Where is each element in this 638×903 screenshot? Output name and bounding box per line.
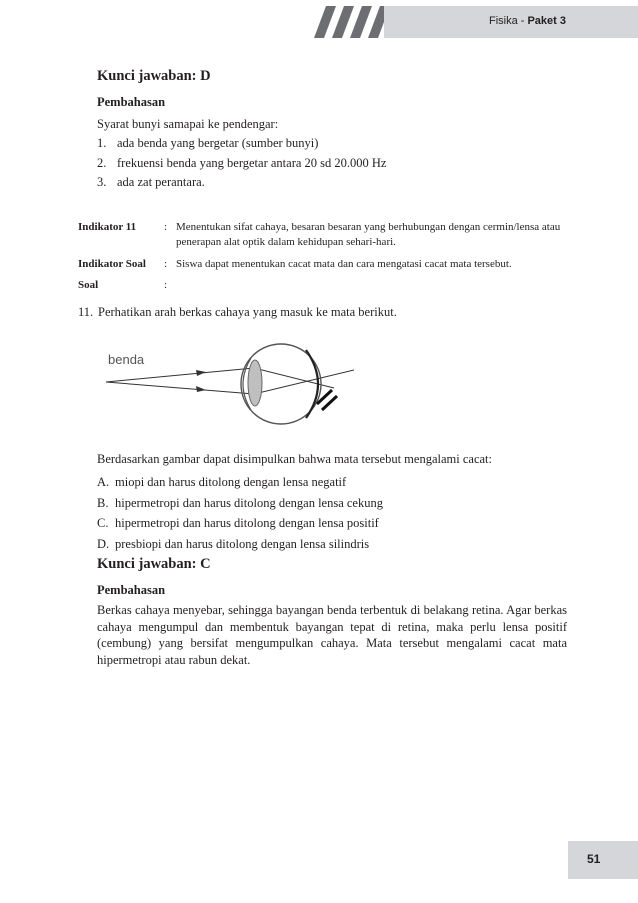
prev-answer-key: Kunci jawaban: D (97, 68, 211, 84)
question-stem: 11. Perhatikan arah berkas cahaya yang masuk ke mata berikut. (78, 305, 397, 319)
header-title (489, 15, 566, 27)
indicator-table (78, 220, 576, 293)
header-package: Paket 3 (527, 15, 566, 27)
page-number: 51 (587, 852, 601, 866)
answer-key: Kunci jawaban: C (97, 556, 211, 572)
ray-refracted-2 (254, 370, 354, 394)
option-c: C. hipermetropi dan harus ditolong dengan lensa positif (97, 516, 379, 530)
explanation-title: Pembahasan (97, 583, 166, 597)
header-subject: Fisika - (488, 15, 528, 27)
answer-options (97, 472, 383, 554)
list-item: 1. ada benda yang bergetar (sumber bunyi) (97, 136, 319, 150)
ray-upper (106, 368, 254, 382)
eye-lens (248, 360, 262, 406)
option-a: A. miopi dan harus ditolong dengan lensa negatif (97, 475, 347, 489)
prev-explanation-title: Pembahasan (97, 95, 166, 109)
question-prompt: Berdasarkan gambar dapat disimpulkan bahwa mata tersebut mengalami cacat: (97, 452, 492, 466)
option-b: B. hipermetropi dan harus ditolong dengan lensa cekung (97, 495, 383, 510)
figure-label: benda (108, 352, 145, 367)
arrow-lower (196, 386, 206, 392)
ray-lower (106, 382, 254, 394)
indicator-row: Soal : (78, 279, 168, 291)
explanation-text: Berkas cahaya menyebar, sehingga bayangan benda terbentuk di belakang retina. Agar berkas cahaya mengumpul dan membentuk bayangan tepat di retina, maka perlu lensa positif (cembung) yang bersifat mengumpulkan cahaya. Mata tersebut mengalami cacat mata hipermetropi atau rabun dekat. (97, 603, 567, 667)
list-item: 2. frekuensi benda yang bergetar antara 20 sd 20.000 Hz (97, 155, 387, 170)
prev-intro: Syarat bunyi samapai ke pendengar: (97, 117, 279, 131)
prev-list (97, 134, 386, 193)
indicator-row: Indikator 11 : Menentukan sifat cahaya, besaran besaran yang berhubungan dengan cermin/lensa atau penerapan alat optik dalam kehidupan sehari-hari. (78, 221, 561, 248)
option-d: D. presbiopi dan harus ditolong dengan lensa silindris (97, 536, 370, 551)
page-number-box (568, 841, 638, 879)
list-item: 3. ada zat perantara. (97, 175, 205, 189)
indicator-row: Indikator Soal : Siswa dapat menentukan cacat mata dan cara mengatasi cacat mata tersebut. (78, 258, 512, 270)
eye-diagram (94, 328, 354, 432)
